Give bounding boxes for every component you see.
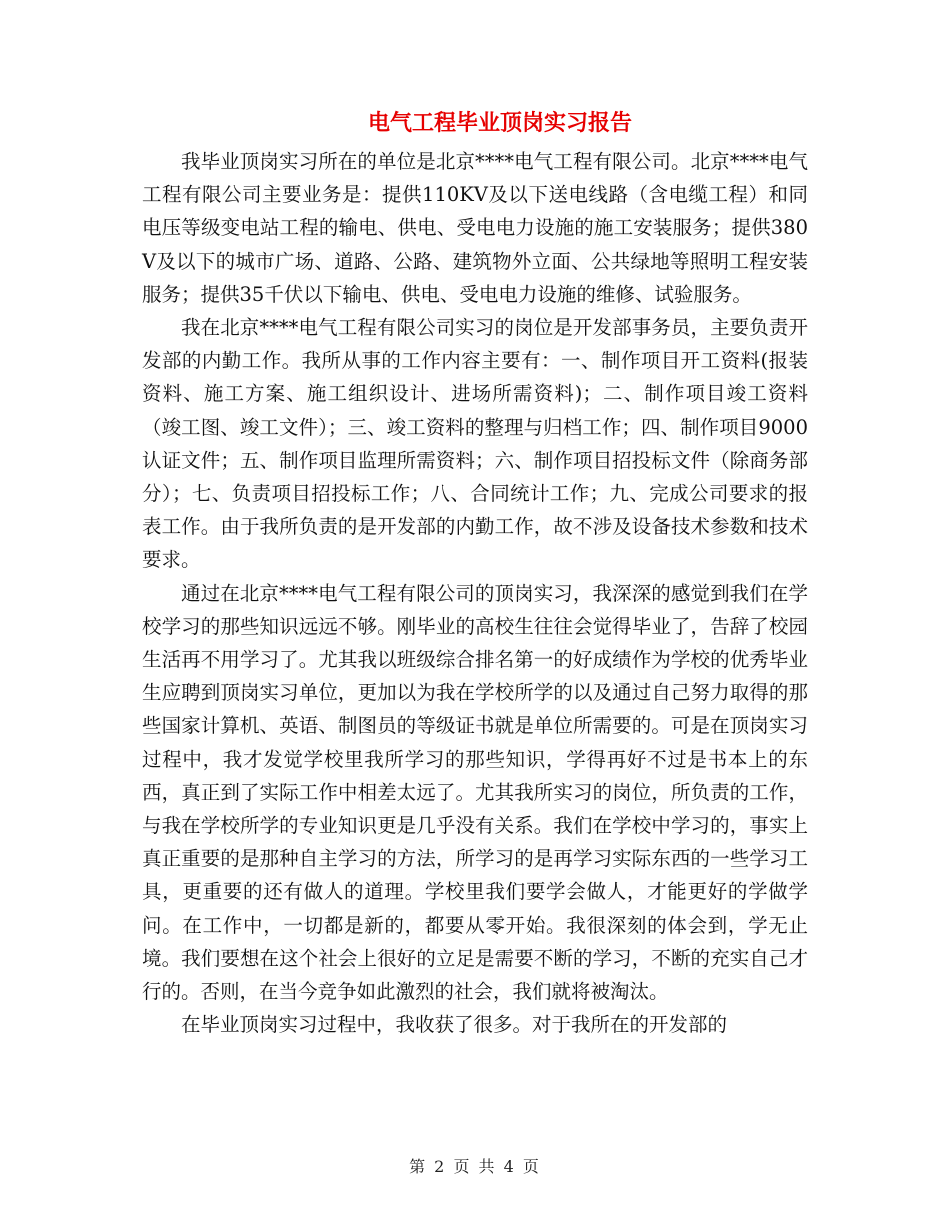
paragraph-3: 通过在北京****电气工程有限公司的顶岗实习，我深深的感觉到我们在学校学习的那些知识远远不够。刚毕业的高校生往往会觉得毕业了，告辞了校园生活再不用学习了。尤其我以班级综合排名第一的好成绩作为学校的优秀毕业生应聘到顶岗实习单位，更加以为我在学校所学的以及通过自己努力取得的那些国家计算机、英语、制图员的等级证书就是单位所需要的。可是在顶岗实习过程中，我才发觉学校里我所学习的那些知识，学得再好不过是书本上的东西，真正到了实际工作中相差太远了。尤其我所实习的岗位，所负责的工作，与我在学校所学的专业知识更是几乎没有关系。我们在学校中学习的，事实上真正重要的是那种自主学习的方法，所学习的是再学习实际东西的一些学习工具，更重要的还有做人的道理。学校里我们要学会做人，才能更好的学做学问。在工作中，一切都是新的，都要从零开始。我很深刻的体会到，学无止境。我们要想在这个社会上很好的立足是需要不断的学习，不断的充实自己才行的。否则，在当今竞争如此激烈的社会，我们就将被淘汰。: [142, 581, 808, 1004]
document-body: [142, 145, 808, 1041]
paragraph-4: 在毕业顶岗实习过程中，我收获了很多。对于我所在的开发部的: [181, 1013, 728, 1037]
document-title: 电气工程毕业顶岗实习报告: [367, 111, 632, 136]
paragraph-2: 我在北京****电气工程有限公司实习的岗位是开发部事务员，主要负责开发部的内勤工作。我所从事的工作内容主要有：一、制作项目开工资料(报装资料、施工方案、施工组织设计、进场所需资料)；二、制作项目竣工资料（竣工图、竣工文件）；三、竣工资料的整理与归档工作；四、制作项目9000认证文件；五、制作项目监理所需资料；六、制作项目招投标文件（除商务部分）；七、负责项目招投标工作；八、合同统计工作；九、完成公司要求的报表工作。由于我所负责的是开发部的内勤工作，故不涉及设备技术参数和技术要求。: [142, 316, 808, 572]
page-footer: 第 2 页 共 4 页: [409, 1157, 541, 1176]
paragraph-1: 我毕业顶岗实习所在的单位是北京****电气工程有限公司。北京****电气工程有限公司主要业务是：提供110KV及以下送电线路（含电缆工程）和同电压等级变电站工程的输电、供电、受电电力设施的施工安装服务；提供380V及以下的城市广场、道路、公路、建筑物外立面、公共绿地等照明工程安装服务；提供35千伏以下输电、供电、受电电力设施的维修、试验服务。: [142, 150, 808, 306]
